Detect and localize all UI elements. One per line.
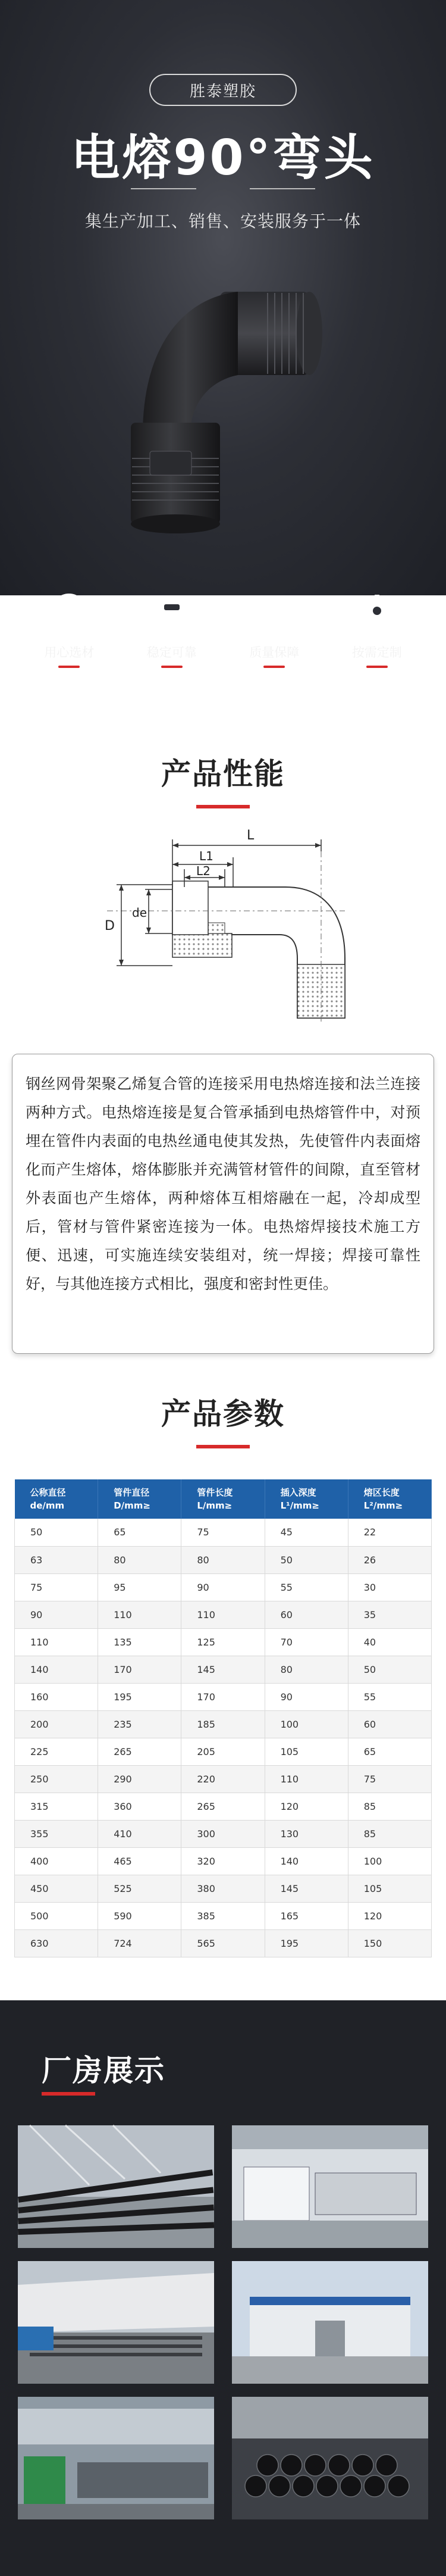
table-cell: 50	[265, 1546, 348, 1573]
table-cell: 565	[181, 1929, 265, 1957]
column-header: 熔区长度 L²/mm≥	[348, 1479, 431, 1519]
label-L: L	[247, 828, 255, 843]
section-title: 产品参数	[161, 1397, 285, 1431]
table-cell: 40	[348, 1628, 431, 1656]
feature-label: 质量保障	[249, 645, 300, 660]
gear-icon	[356, 589, 398, 632]
hero-section	[0, 0, 446, 660]
hero-subtitle: 集生产加工、销售、安装服务于一体	[84, 211, 361, 231]
table-cell: 70	[265, 1628, 348, 1656]
table-cell: 195	[98, 1683, 181, 1710]
table-cell: 140	[265, 1847, 348, 1875]
table-row	[15, 1902, 432, 1929]
table-cell: 290	[98, 1765, 181, 1793]
description-box	[12, 1054, 434, 1354]
table-cell: 135	[98, 1628, 181, 1656]
table-cell: 265	[98, 1738, 181, 1765]
table-row	[15, 1519, 432, 1546]
column-header: 公称直径 de/mm	[15, 1479, 98, 1519]
table-cell: 265	[181, 1793, 265, 1820]
table-cell: 170	[181, 1683, 265, 1710]
table-cell: 145	[181, 1656, 265, 1683]
feature-underline	[58, 666, 80, 668]
column-header: 插入深度 L¹/mm≥	[265, 1479, 348, 1519]
table-row	[15, 1847, 432, 1875]
table-cell: 55	[348, 1683, 431, 1710]
performance-header	[0, 750, 446, 808]
feature-label: 按需定制	[351, 645, 402, 660]
params-header	[0, 1390, 446, 1448]
table-cell: 75	[15, 1573, 98, 1601]
factory-photo-stacked-pipes	[232, 2397, 428, 2519]
table-cell: 26	[348, 1546, 431, 1573]
brand-badge: 胜泰塑胶	[149, 74, 297, 106]
elbow-product-image	[119, 280, 333, 536]
table-cell: 130	[265, 1820, 348, 1847]
table-cell: 150	[348, 1929, 431, 1957]
table-cell: 85	[348, 1820, 431, 1847]
table-cell: 100	[348, 1847, 431, 1875]
table-cell: 160	[15, 1683, 98, 1710]
table-cell: 110	[265, 1765, 348, 1793]
section-underline	[196, 1445, 250, 1448]
section-underline	[42, 2092, 95, 2096]
dimension-diagram	[101, 828, 351, 1024]
table-cell: 105	[265, 1738, 348, 1765]
table-cell: 165	[265, 1902, 348, 1929]
feature-list	[0, 589, 446, 691]
table-cell: 170	[98, 1656, 181, 1683]
table-cell: 525	[98, 1875, 181, 1902]
table-cell: 75	[181, 1519, 265, 1546]
table-cell: 630	[15, 1929, 98, 1957]
table-row	[15, 1793, 432, 1820]
table-body	[15, 1519, 432, 1957]
table-row	[15, 1875, 432, 1902]
table-row	[15, 1765, 432, 1793]
table-cell: 110	[181, 1601, 265, 1628]
table-cell: 60	[265, 1601, 348, 1628]
table-cell: 145	[265, 1875, 348, 1902]
table-cell: 45	[265, 1519, 348, 1546]
table-cell: 90	[15, 1601, 98, 1628]
table-row	[15, 1546, 432, 1573]
table-cell: 410	[98, 1820, 181, 1847]
table-cell: 355	[15, 1820, 98, 1847]
factory-photo-machine	[232, 2125, 428, 2248]
table-cell: 235	[98, 1710, 181, 1738]
table-cell: 500	[15, 1902, 98, 1929]
feature-item	[230, 589, 319, 691]
table-cell: 205	[181, 1738, 265, 1765]
table-cell: 380	[181, 1875, 265, 1902]
table-cell: 85	[348, 1793, 431, 1820]
table-row	[15, 1710, 432, 1738]
table-cell: 63	[15, 1546, 98, 1573]
table-row	[15, 1656, 432, 1683]
feature-label: 稳定可靠	[146, 645, 197, 660]
table-cell: 60	[348, 1710, 431, 1738]
label-L1: L1	[199, 849, 213, 863]
table-header-row	[15, 1479, 432, 1519]
label-D: D	[105, 919, 115, 933]
table-cell: 35	[348, 1601, 431, 1628]
table-cell: 50	[348, 1656, 431, 1683]
table-cell: 200	[15, 1710, 98, 1738]
table-row	[15, 1573, 432, 1601]
table-cell: 75	[348, 1765, 431, 1793]
factory-photo-building	[232, 2261, 428, 2384]
table-cell: 385	[181, 1902, 265, 1929]
table-cell: 300	[181, 1820, 265, 1847]
section-title: 厂房展示	[42, 2053, 165, 2088]
machine-icon	[150, 589, 193, 632]
table-row	[15, 1601, 432, 1628]
table-cell: 120	[265, 1793, 348, 1820]
column-header: 管件直径 D/mm≥	[98, 1479, 181, 1519]
table-row	[15, 1683, 432, 1710]
feature-item	[332, 589, 422, 691]
table-cell: 110	[98, 1601, 181, 1628]
table-cell: 90	[265, 1683, 348, 1710]
feature-underline	[161, 666, 183, 668]
table-cell: 120	[348, 1902, 431, 1929]
table-cell: 30	[348, 1573, 431, 1601]
factory-section	[0, 2000, 446, 2576]
table-cell: 400	[15, 1847, 98, 1875]
hero-title: 电熔90°弯头	[71, 130, 375, 186]
table-cell: 250	[15, 1765, 98, 1793]
table-cell: 360	[98, 1793, 181, 1820]
table-row	[15, 1628, 432, 1656]
table-cell: 590	[98, 1902, 181, 1929]
factory-photo-pipes	[18, 2125, 214, 2248]
table-cell: 320	[181, 1847, 265, 1875]
table-cell: 95	[98, 1573, 181, 1601]
table-cell: 55	[265, 1573, 348, 1601]
table-cell: 140	[15, 1656, 98, 1683]
table-cell: 315	[15, 1793, 98, 1820]
table-cell: 90	[181, 1573, 265, 1601]
table-cell: 465	[98, 1847, 181, 1875]
table-cell: 125	[181, 1628, 265, 1656]
params-table	[14, 1479, 432, 1957]
table-row	[15, 1738, 432, 1765]
feature-label: 用心选材	[44, 645, 95, 660]
table-cell: 22	[348, 1519, 431, 1546]
table-cell: 65	[98, 1519, 181, 1546]
table-cell: 50	[15, 1519, 98, 1546]
factory-photo-warehouse	[18, 2261, 214, 2384]
table-cell: 724	[98, 1929, 181, 1957]
factory-photo-workshop	[18, 2397, 214, 2519]
feature-item	[127, 589, 216, 691]
feature-item	[24, 589, 114, 691]
feature-underline	[263, 666, 285, 668]
table-row	[15, 1820, 432, 1847]
section-title: 产品性能	[161, 757, 285, 791]
table-cell: 110	[15, 1628, 98, 1656]
label-L2: L2	[196, 864, 211, 878]
table-cell: 225	[15, 1738, 98, 1765]
table-cell: 80	[265, 1656, 348, 1683]
fan-icon	[253, 589, 296, 632]
table-cell: 80	[98, 1546, 181, 1573]
table-cell: 450	[15, 1875, 98, 1902]
table-cell: 105	[348, 1875, 431, 1902]
section-underline	[196, 805, 250, 808]
label-de: de	[132, 905, 147, 920]
description-text: 钢丝网骨架聚乙烯复合管的连接采用电热熔连接和法兰连接两种方式。电热熔连接是复合管承插到电热熔管件中，对预埋在管件内表面的电热丝通电使其发热，先使管件内表面熔化而产生熔体，熔体膨胀并充满管材管件的间隙，直至管材外表面也产生熔体，两种熔体互相熔融在一起，冷却成型后，管材与管件紧密连接为一体。电热熔焊接技术施工方便、迅速，可实施连续安装组对，统一焊接；焊接可靠性好，与其他连接方式相比，强度和密封性更佳。	[26, 1075, 420, 1292]
table-cell: 100	[265, 1710, 348, 1738]
table-row	[15, 1929, 432, 1957]
table-cell: 195	[265, 1929, 348, 1957]
title-divider	[0, 183, 446, 195]
column-header: 管件长度 L/mm≥	[181, 1479, 265, 1519]
table-cell: 220	[181, 1765, 265, 1793]
bolt-icon	[48, 589, 90, 632]
table-cell: 65	[348, 1738, 431, 1765]
table-cell: 80	[181, 1546, 265, 1573]
feature-underline	[366, 666, 388, 668]
table-cell: 185	[181, 1710, 265, 1738]
